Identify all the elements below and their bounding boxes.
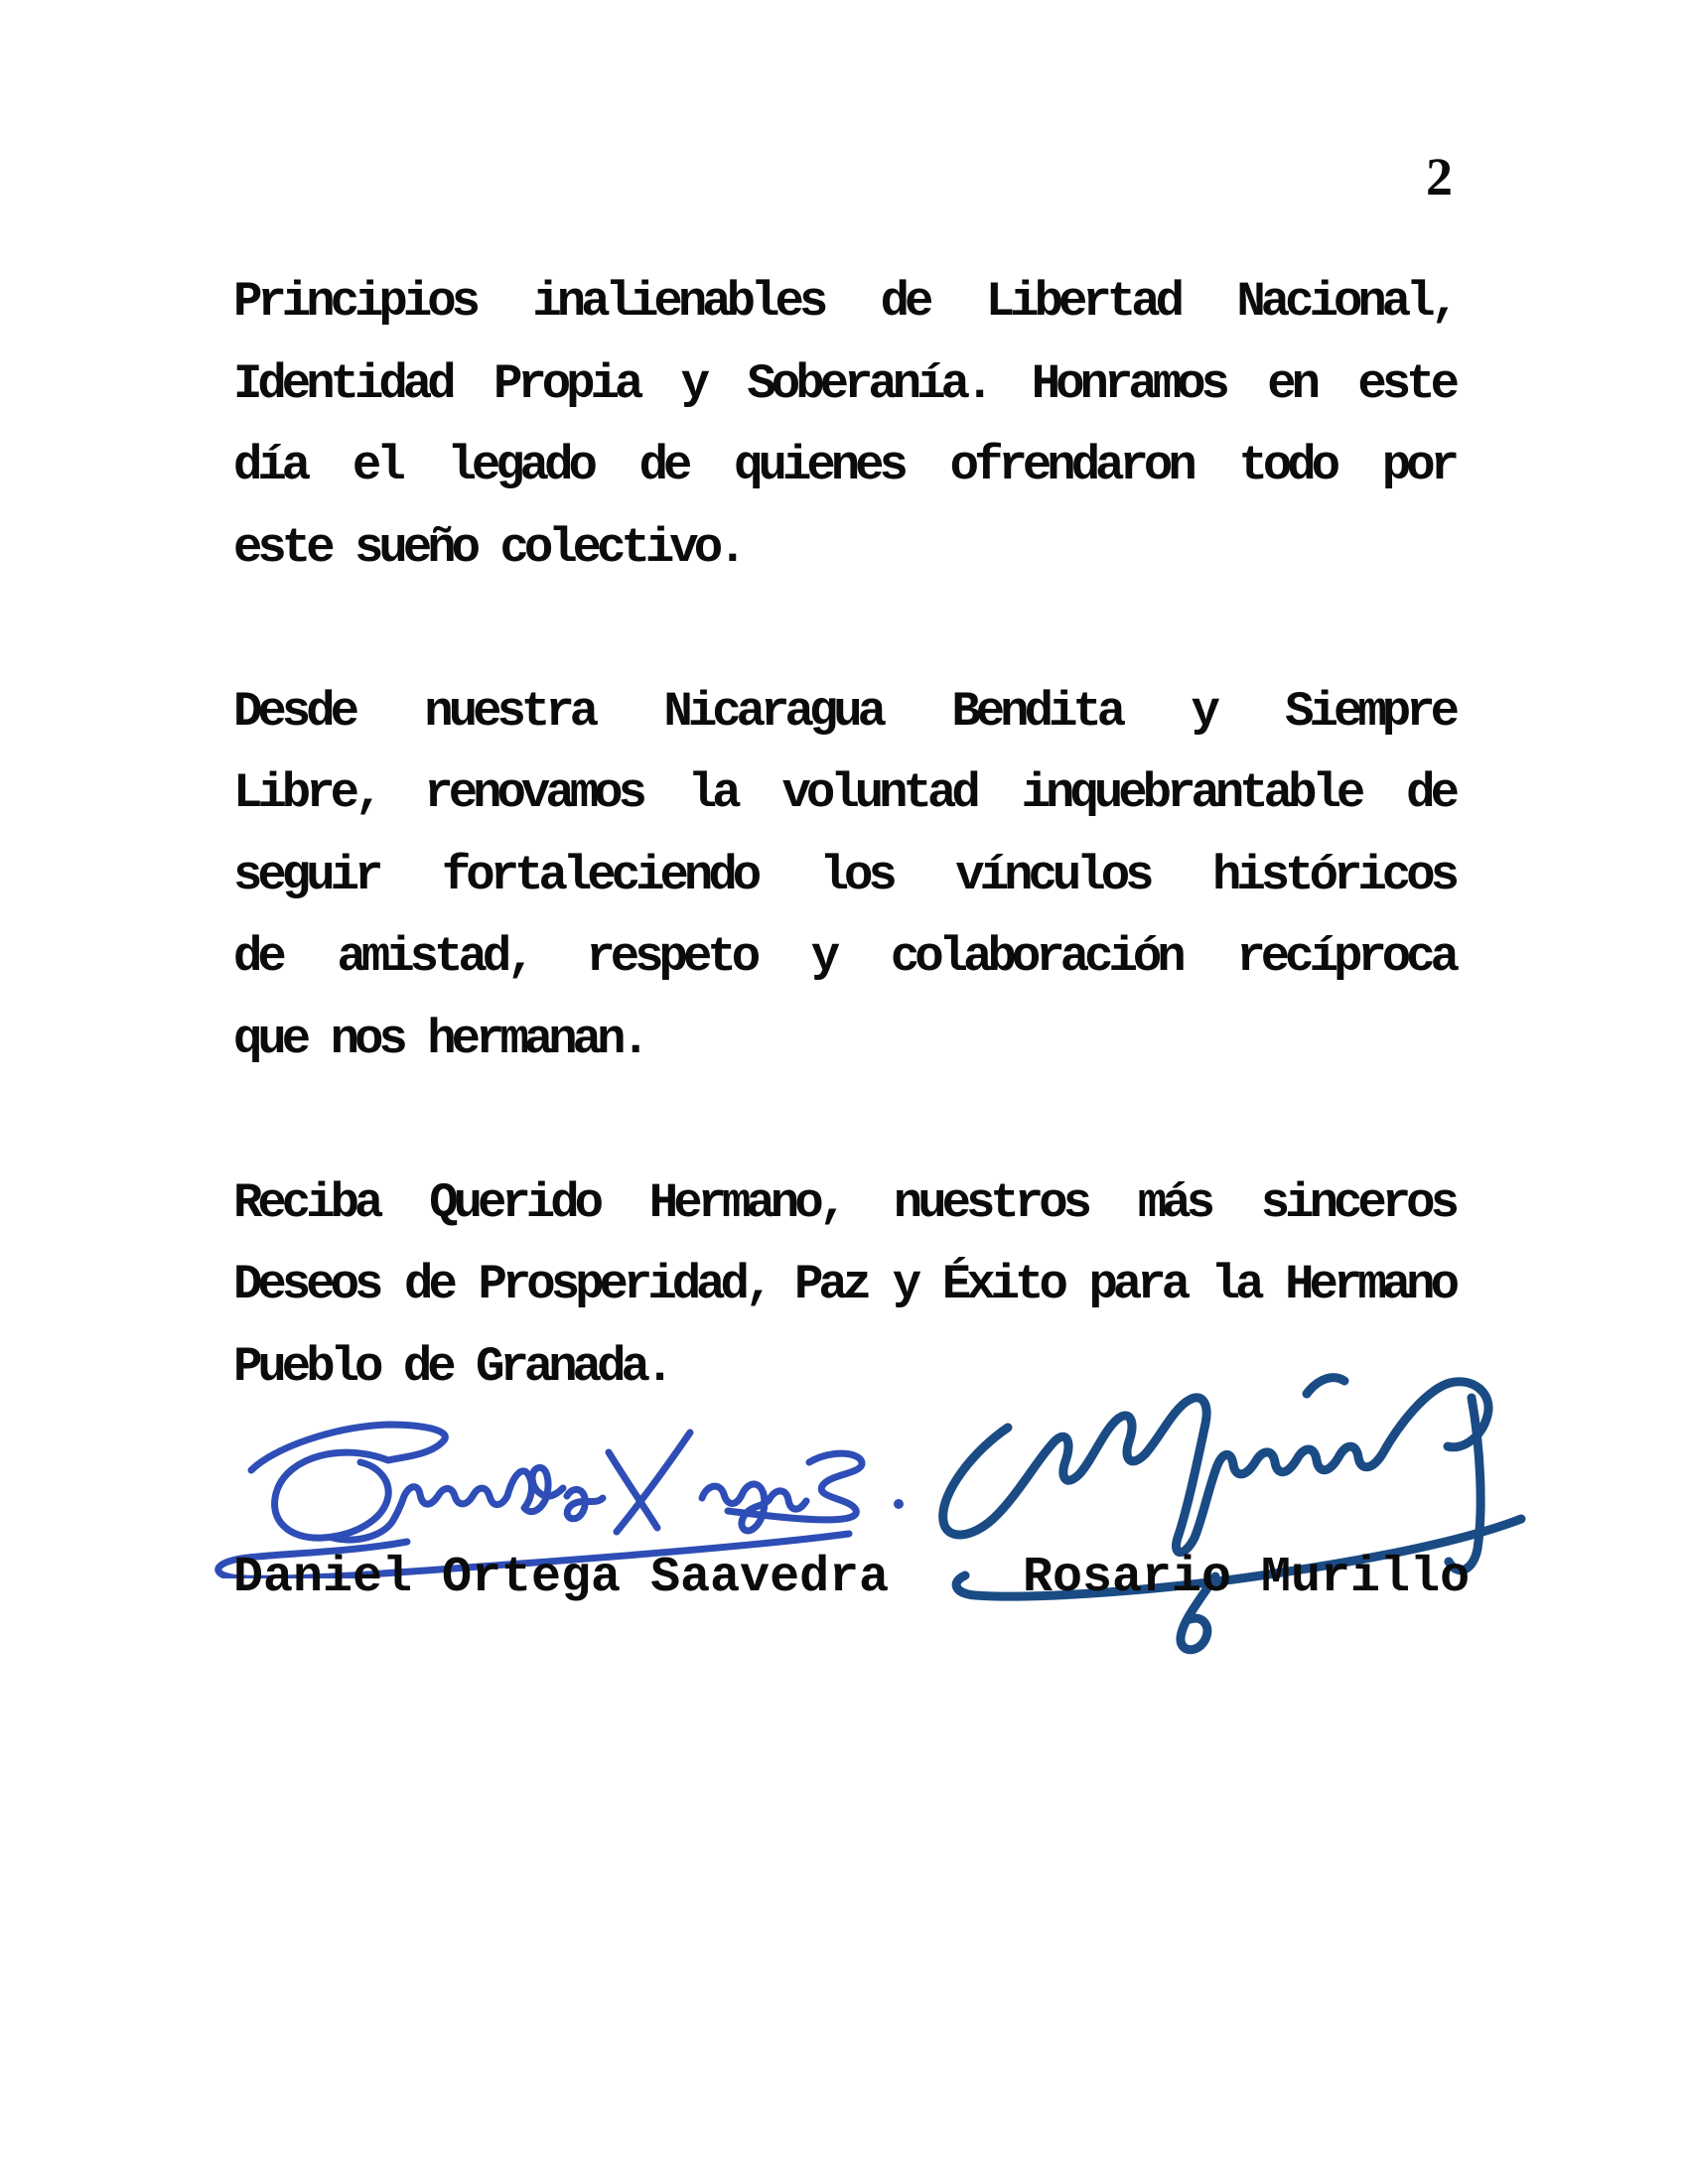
body-paragraphs	[233, 261, 1455, 1408]
text-line: día el legado de quienes ofrendaron todo por	[233, 438, 1455, 493]
text-line: Reciba Querido Hermano, nuestros más sinceros	[233, 1174, 1455, 1231]
text-line: Identidad Propia y Soberanía. Honramos en este	[233, 355, 1455, 412]
text-line: este sueño colectivo.	[233, 519, 743, 576]
text-line: Pueblo de Granada.	[233, 1338, 670, 1395]
text-line: de amistad, respeto y colaboración recíproca	[233, 929, 1455, 985]
signatory-name-rosario-murillo: Rosario Murillo	[1023, 1550, 1471, 1606]
paragraph	[233, 671, 1455, 1081]
page-number: 2	[1426, 147, 1453, 206]
text-line: que nos hermanan.	[233, 1011, 645, 1067]
signature-period-dot	[894, 1499, 904, 1509]
paragraph	[233, 261, 1455, 589]
text-line: Desde nuestra Nicaragua Bendita y Siempre	[233, 683, 1455, 740]
signature-rosario-murillo-ink	[914, 1362, 1569, 1660]
text-line: Deseos de Prosperidad, Paz y Éxito para la Hermano	[233, 1257, 1455, 1312]
signatory-name-daniel-ortega: Daniel Ortega Saavedra	[233, 1550, 890, 1606]
text-line: Principios inalienables de Libertad Nacional,	[233, 274, 1455, 330]
text-line: Libre, renovamos la voluntad inquebrantable de	[233, 765, 1455, 821]
signature-strokes	[943, 1378, 1521, 1650]
text-line: seguir fortaleciendo los vínculos históricos	[233, 847, 1455, 903]
